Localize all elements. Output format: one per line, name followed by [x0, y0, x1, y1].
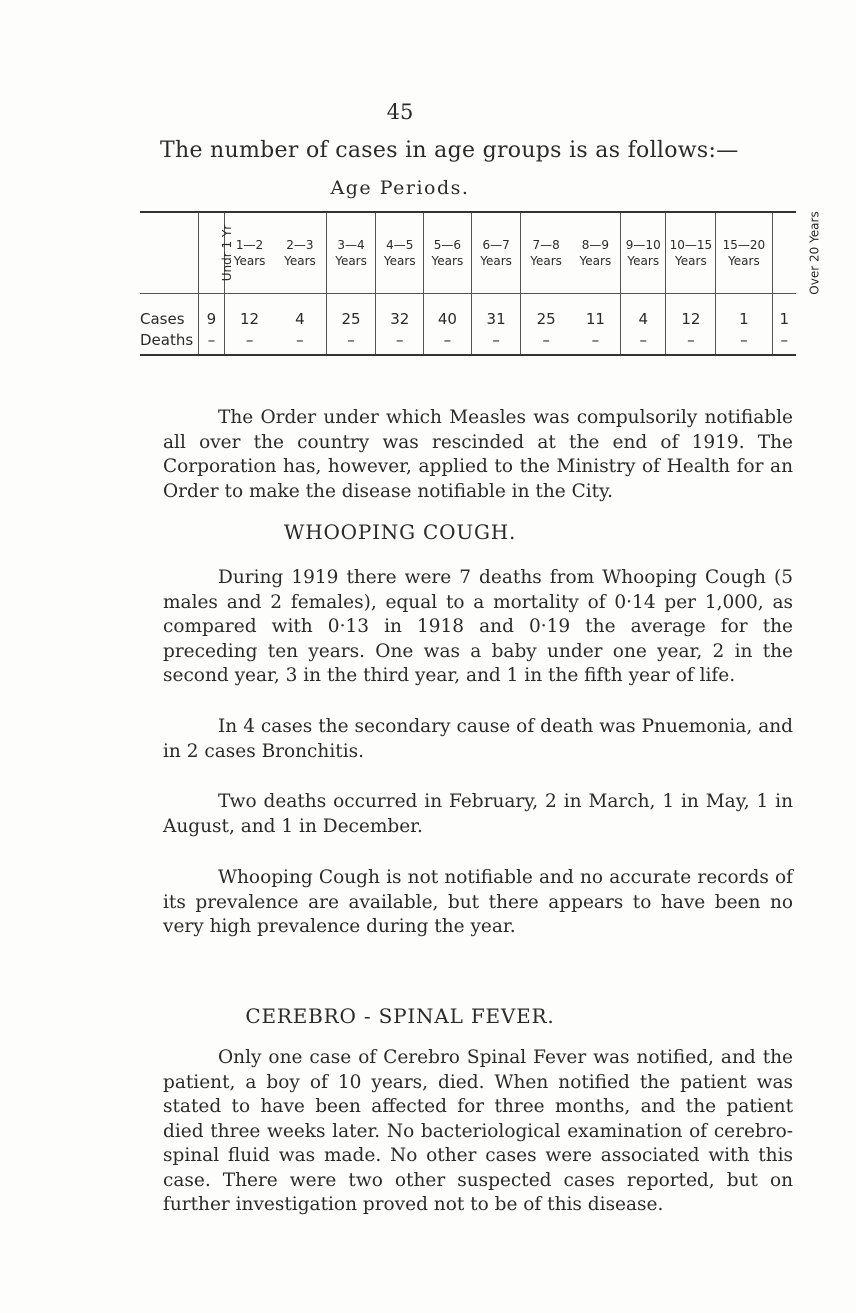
table-cell: 1	[772, 294, 796, 330]
measles-paragraph: The Order under which Measles was compulsorily notifiable all over the country was rescinded at the end of 1919. The Corporation has, however, applied to the Ministry of Health for an Order to make the disease notifiable in the City.	[163, 407, 793, 502]
table-cell: –	[571, 329, 621, 355]
column-header: 3—4 Years	[326, 212, 376, 294]
table-row	[140, 294, 796, 330]
column-header: 1—2 Years	[224, 212, 274, 294]
row-label: Deaths	[140, 329, 198, 355]
age-periods-table	[140, 211, 822, 356]
table-cell: –	[621, 329, 666, 355]
column-header: 6—7 Years	[471, 212, 521, 294]
row-label-header	[140, 212, 198, 294]
table-title: Age Periods.	[330, 177, 470, 199]
table-cell: –	[326, 329, 376, 355]
row-label: Cases	[140, 309, 185, 328]
table-cell: 12	[224, 294, 274, 330]
whooping-paragraph-1: During 1919 there were 7 deaths from Whooping Cough (5 males and 2 females), equal to a mortality of 0·14 per 1,000, as compared with 0·13 in 1918 and 0·19 the average for the preceding ten years. One was a baby under one year, 2 in the second year, 3 in the third year, and 1 in the fifth year of life.	[163, 567, 793, 686]
table-cell: 31	[471, 294, 521, 330]
intro-text: The number of cases in age groups is as follows:—	[160, 138, 739, 163]
table-header-row	[140, 212, 796, 294]
table-cell: –	[198, 329, 224, 355]
column-header: 5—6 Years	[424, 212, 472, 294]
column-header: 8—9 Years	[571, 212, 621, 294]
table-cell: –	[716, 329, 772, 355]
table-cell: 40	[424, 294, 472, 330]
column-header: 4—5 Years	[376, 212, 424, 294]
table-cell: –	[224, 329, 274, 355]
table-cell: 4	[295, 309, 305, 328]
cerebro-paragraph: Only one case of Cerebro Spinal Fever was notified, and the patient, a boy of 10 years, died. When notified the patient was stated to have been affected for three months, and the patient died three weeks later. No bacteriological examination of cerebro-spinal fluid was made. No other cases were associated with this case. There were two other suspected cases reported, but on further investigation proved not to be of this disease.	[163, 1047, 793, 1215]
column-header: 10—15 Years	[666, 212, 716, 294]
whooping-paragraph-2: In 4 cases the secondary cause of death was Pnuemonia, and in 2 cases Bronchitis.	[163, 716, 793, 762]
table-cell: 1	[716, 294, 772, 330]
column-header: 9—10 Years	[621, 212, 666, 294]
column-header: 2—3 Years	[274, 212, 326, 294]
table-cell: 25	[521, 294, 571, 330]
column-header: Undr 1 Yr	[198, 212, 224, 294]
table-cell: 11	[585, 309, 605, 328]
column-header: 15—20 Years	[716, 212, 772, 294]
table-cell: –	[424, 329, 472, 355]
table-cell: –	[376, 329, 424, 355]
table-cell: –	[666, 329, 716, 355]
cerebro-spinal-heading: CEREBRO - SPINAL FEVER.	[245, 1004, 555, 1028]
whooping-paragraph-3: Two deaths occurred in February, 2 in March, 1 in May, 1 in August, and 1 in December.	[163, 791, 793, 837]
column-header: 7—8 Years	[521, 212, 571, 294]
table-cell: 9	[198, 294, 224, 330]
column-header: Over 20 Years	[772, 212, 796, 294]
table-cell: 12	[666, 294, 716, 330]
table-cell: –	[471, 329, 521, 355]
table-cell: 25	[326, 294, 376, 330]
whooping-paragraph-4: Whooping Cough is not notifiable and no accurate records of its prevalence are available, but there appears to have been no very high prevalence during the year.	[163, 867, 793, 937]
table-cell: –	[521, 329, 571, 355]
table-cell: –	[772, 329, 796, 355]
table-row	[140, 329, 796, 355]
whooping-cough-heading: WHOOPING COUGH.	[283, 520, 517, 544]
page-number: 45	[386, 100, 414, 124]
table-cell: 4	[621, 294, 666, 330]
table-cell: –	[274, 329, 326, 355]
table-cell: 32	[376, 294, 424, 330]
